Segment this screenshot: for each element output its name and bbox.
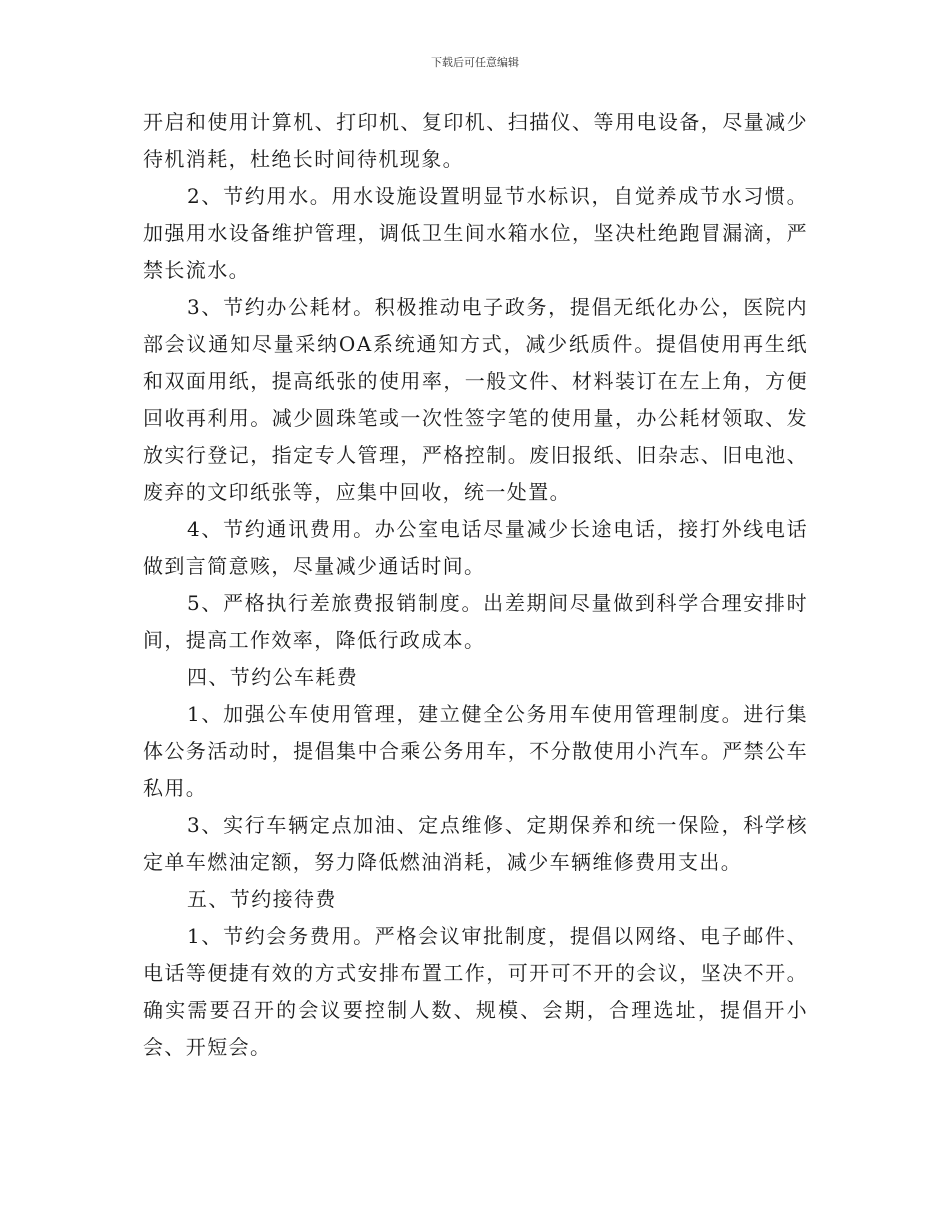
paragraph-power-saving-continued: 开启和使用计算机、打印机、复印机、扫描仪、等用电设备，尽量减少待机消耗，杜绝长时间待机现象。 [143,110,808,171]
paragraph-meeting-costs: 1、节约会务费用。严格会议审批制度，提倡以网络、电子邮件、电话等便捷有效的方式安排布置工作，可开可不开的会议，坚决不开。确实需要召开的会议要控制人数、规模、会期，合理选址，提倡开小会、开短会。 [143,924,808,1059]
section-heading-reception-costs: 五、节约接待费 [187,887,337,911]
paragraph-office-supplies: 3、节约办公耗材。积极推动电子政务，提倡无纸化办公，医院内部会议通知尽量采纳OA系统通知方式，减少纸质件。提倡使用再生纸和双面用纸，提高纸张的使用率，一般文件、材料装订在左上角，方便回收再利用。减少圆珠笔或一次性签字笔的使用量，办公耗材领取、发放实行登记，指定专人管理，严格控制。废旧报纸、旧杂志、旧电池、废弃的文印纸张等，应集中回收，统一处置。 [143,295,808,504]
paragraph-vehicle-management: 1、加强公车使用管理，建立健全公务用车使用管理制度。进行集体公务活动时，提倡集中合乘公务用车，不分散使用小汽车。严禁公车私用。 [143,702,808,800]
document-body [143,104,808,1066]
section-heading-vehicle-costs: 四、节约公车耗费 [187,665,359,689]
page-header-note: 下载后可任意编辑 [431,56,519,69]
paragraph-travel-expenses: 5、严格执行差旅费报销制度。出差期间尽量做到科学合理安排时间，提高工作效率，降低行政成本。 [143,591,808,652]
paragraph-vehicle-maintenance: 3、实行车辆定点加油、定点维修、定期保养和统一保险，科学核定单车燃油定额，努力降低燃油消耗，减少车辆维修费用支出。 [143,813,808,874]
paragraph-water-saving: 2、节约用水。用水设施设置明显节水标识，自觉养成节水习惯。加强用水设备维护管理，调低卫生间水箱水位，坚决杜绝跑冒漏滴，严禁长流水。 [143,184,808,282]
paragraph-communication-costs: 4、节约通讯费用。办公室电话尽量减少长途电话，接打外线电话做到言简意赅，尽量减少通话时间。 [143,517,808,578]
